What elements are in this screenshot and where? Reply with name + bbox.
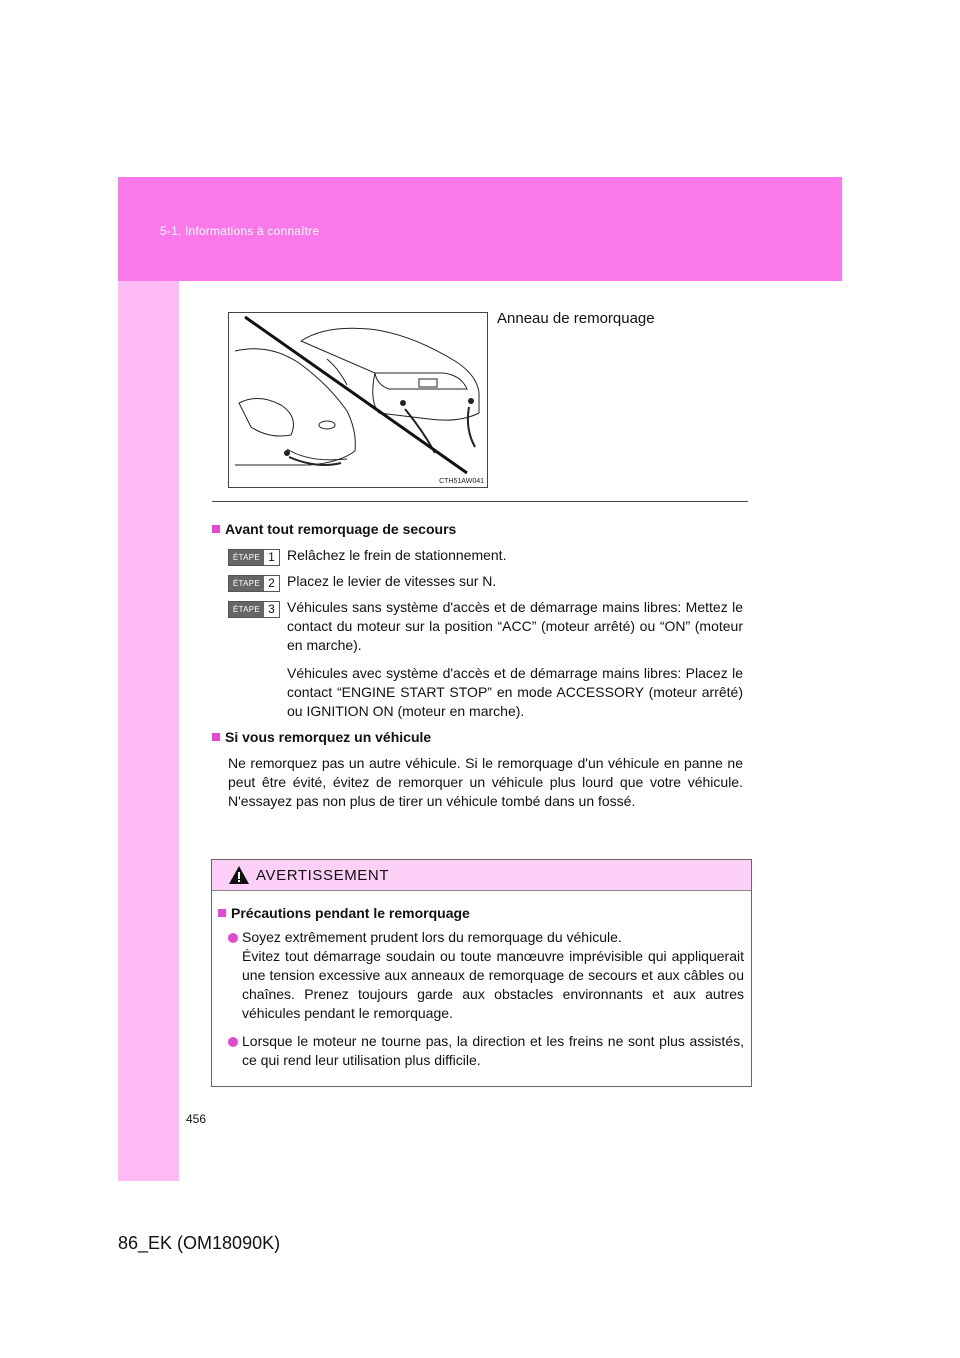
bullet-dot-icon: [228, 1037, 238, 1047]
step-badge-1: ÉTAPE 1: [228, 547, 280, 566]
step-1-text: Relâchez le frein de stationnement.: [287, 547, 507, 563]
footer-code: 86_EK (OM18090K): [118, 1233, 281, 1253]
square-bullet-icon: [218, 909, 226, 917]
step-2-text: Placez le levier de vitesses sur N.: [287, 573, 497, 589]
warning-box: [211, 859, 752, 1087]
warning-bullet-2: Lorsque le moteur ne tourne pas, la direction et les freins ne sont plus assistés, ce qui rend leur utilisation plus difficile.: [242, 1033, 744, 1068]
figure-code: CTH51AW041: [439, 478, 484, 485]
bullet-dot-icon: [228, 933, 238, 943]
square-bullet-icon: [212, 525, 220, 533]
step-badge-3: ÉTAPE 3: [228, 599, 280, 618]
step-badge-2: ÉTAPE 2: [228, 573, 280, 592]
car-rear-drawing: [229, 313, 487, 487]
warning-header: [212, 860, 751, 891]
divider: [212, 501, 748, 502]
figure-callout: Anneau de remorquage: [497, 310, 655, 327]
warning-bullet-1-detail: Évitez tout démarrage soudain ou toute manœuvre imprévisible qui appliquerait une tension excessive aux anneaux de remorquage de secours et aux câbles ou chaînes. Prenez toujours garde aux obstacles environnants et aux autres véhicules pendant le remorquage.: [242, 948, 744, 1021]
page-number: 456: [186, 1112, 207, 1126]
towing-eye-illustration: [228, 312, 488, 488]
section2-body: Ne remorquez pas un autre véhicule. Si le remorquage d'un véhicule en panne ne peut être évité, évitez de remorquer un véhicule plus lourd que votre véhicule. N'essayez pas non plus de tirer un véhicule tombé dans un fossé.: [228, 755, 743, 809]
warning-triangle-icon: [228, 865, 250, 885]
side-band: [118, 177, 179, 1181]
step-3-text-keyless: Véhicules avec système d'accès et de démarrage mains libres: Placez le contact “ENGINE START STOP” en mode ACCESSORY (moteur arrêté) ou IGNITION ON (moteur en marche).: [287, 665, 743, 719]
step-3-text: Véhicules sans système d'accès et de démarrage mains libres: Mettez le contact du moteur sur la position “ACC” (moteur arrêté) ou “ON” (moteur en marche).: [287, 599, 743, 653]
warning-bullet-1: Soyez extrêmement prudent lors du remorquage du véhicule.: [242, 929, 622, 945]
warning-heading: Précautions pendant le remorquage: [218, 904, 470, 923]
square-bullet-icon: [212, 733, 220, 741]
warning-title: AVERTISSEMENT: [256, 867, 390, 884]
section2-heading: Si vous remorquez un véhicule: [212, 728, 431, 747]
section-title: 5-1. Informations à connaître: [160, 224, 320, 238]
section1-heading: Avant tout remorquage de secours: [212, 520, 456, 539]
